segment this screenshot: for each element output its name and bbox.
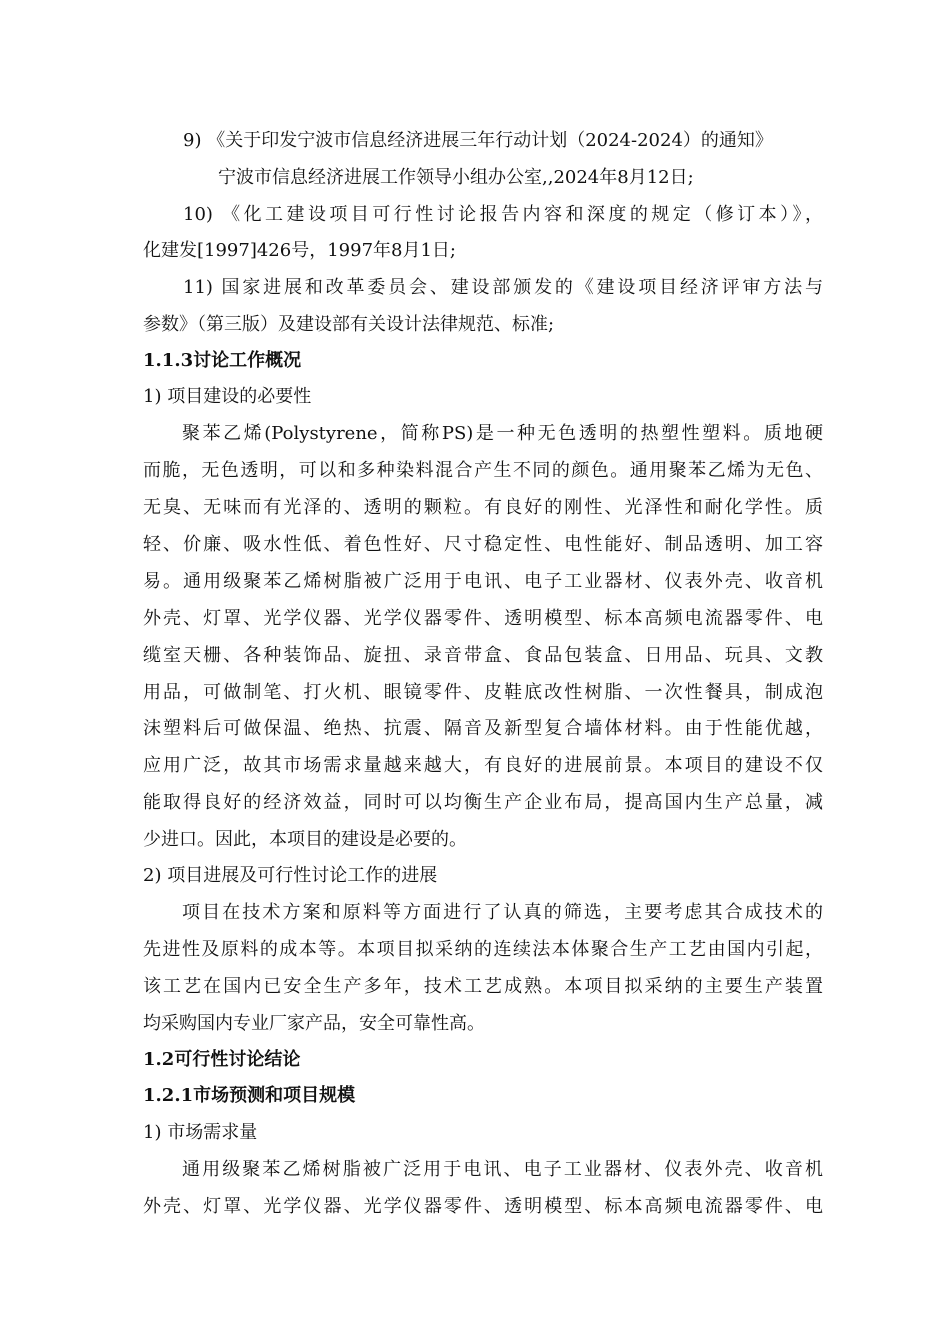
subheading-progress: 2) 项目进展及可行性讨论工作的进展 xyxy=(143,865,438,886)
paragraph-line: 聚苯乙烯(Polystyrene，简称PS)是一种无色透明的热塑性塑料。质地硬 xyxy=(182,423,823,444)
paragraph-line: 外壳、灯罩、光学仪器、光学仪器零件、透明模型、标本高频电流器零件、电 xyxy=(143,608,823,629)
paragraph-line: 易。通用级聚苯乙烯树脂被广泛用于电讯、电子工业器材、仪表外壳、收音机 xyxy=(143,571,823,592)
paragraph-line: 项目在技术方案和原料等方面进行了认真的筛选，主要考虑其合成技术的 xyxy=(182,902,823,923)
paragraph-line: 少进口。因此，本项目的建设是必要的。 xyxy=(143,829,467,850)
paragraph-line: 均采购国内专业厂家产品，安全可靠性高。 xyxy=(143,1013,485,1034)
paragraph-line: 轻、价廉、吸水性低、着色性好、尺寸稳定性、电性能好、制品透明、加工容 xyxy=(143,534,823,555)
reference-item-10: 10) 《化工建设项目可行性讨论报告内容和深度的规定（修订本）》， xyxy=(183,204,823,225)
paragraph-line: 外壳、灯罩、光学仪器、光学仪器零件、透明模型、标本高频电流器零件、电 xyxy=(143,1196,823,1217)
paragraph-line: 能取得良好的经济效益，同时可以均衡生产企业布局，提高国内生产总量，减 xyxy=(143,792,823,813)
paragraph-line: 该工艺在国内已安全生产多年，技术工艺成熟。本项目拟采纳的主要生产装置 xyxy=(143,976,823,997)
subheading-necessity: 1) 项目建设的必要性 xyxy=(143,386,312,407)
paragraph-line: 沫塑料后可做保温、绝热、抗震、隔音及新型复合墙体材料。由于性能优越， xyxy=(143,718,823,739)
section-heading-1-2: 1.2可行性讨论结论 xyxy=(143,1049,301,1070)
paragraph-line: 而脆，无色透明，可以和多种染料混合产生不同的颜色。通用聚苯乙烯为无色、 xyxy=(143,460,823,481)
paragraph-line: 无臭、无味而有光泽的、透明的颗粒。有良好的刚性、光泽性和耐化学性。质 xyxy=(143,497,823,518)
section-heading-1-1-3: 1.1.3讨论工作概况 xyxy=(143,350,302,371)
paragraph-line: 先进性及原料的成本等。本项目拟采纳的连续法本体聚合生产工艺由国内引起， xyxy=(143,939,823,960)
reference-item-9: 9) 《关于印发宁波市信息经济进展三年行动计划（2024-2024）的通知》 xyxy=(183,130,773,151)
reference-item-9-source: 宁波市信息经济进展工作领导小组办公室,,2024年8月12日; xyxy=(218,167,694,188)
paragraph-line: 通用级聚苯乙烯树脂被广泛用于电讯、电子工业器材、仪表外壳、收音机 xyxy=(182,1159,823,1180)
reference-item-10-source: 化建发[1997]426号，1997年8月1日; xyxy=(143,240,456,261)
paragraph-line: 缆室天栅、各种装饰品、旋扭、录音带盒、食品包装盒、日用品、玩具、文教 xyxy=(143,645,823,666)
subheading-market-demand: 1) 市场需求量 xyxy=(143,1122,258,1143)
paragraph-line: 应用广泛，故其市场需求量越来越大，有良好的进展前景。本项目的建设不仅 xyxy=(143,755,823,776)
section-heading-1-2-1: 1.2.1市场预测和项目规模 xyxy=(143,1085,356,1106)
paragraph-line: 用品，可做制笔、打火机、眼镜零件、皮鞋底改性树脂、一次性餐具，制成泡 xyxy=(143,682,823,703)
reference-item-11: 11) 国家进展和改革委员会、建设部颁发的《建设项目经济评审方法与 xyxy=(183,277,823,298)
reference-item-11-cont: 参数》（第三版）及建设部有关设计法律规范、标准; xyxy=(143,314,555,335)
